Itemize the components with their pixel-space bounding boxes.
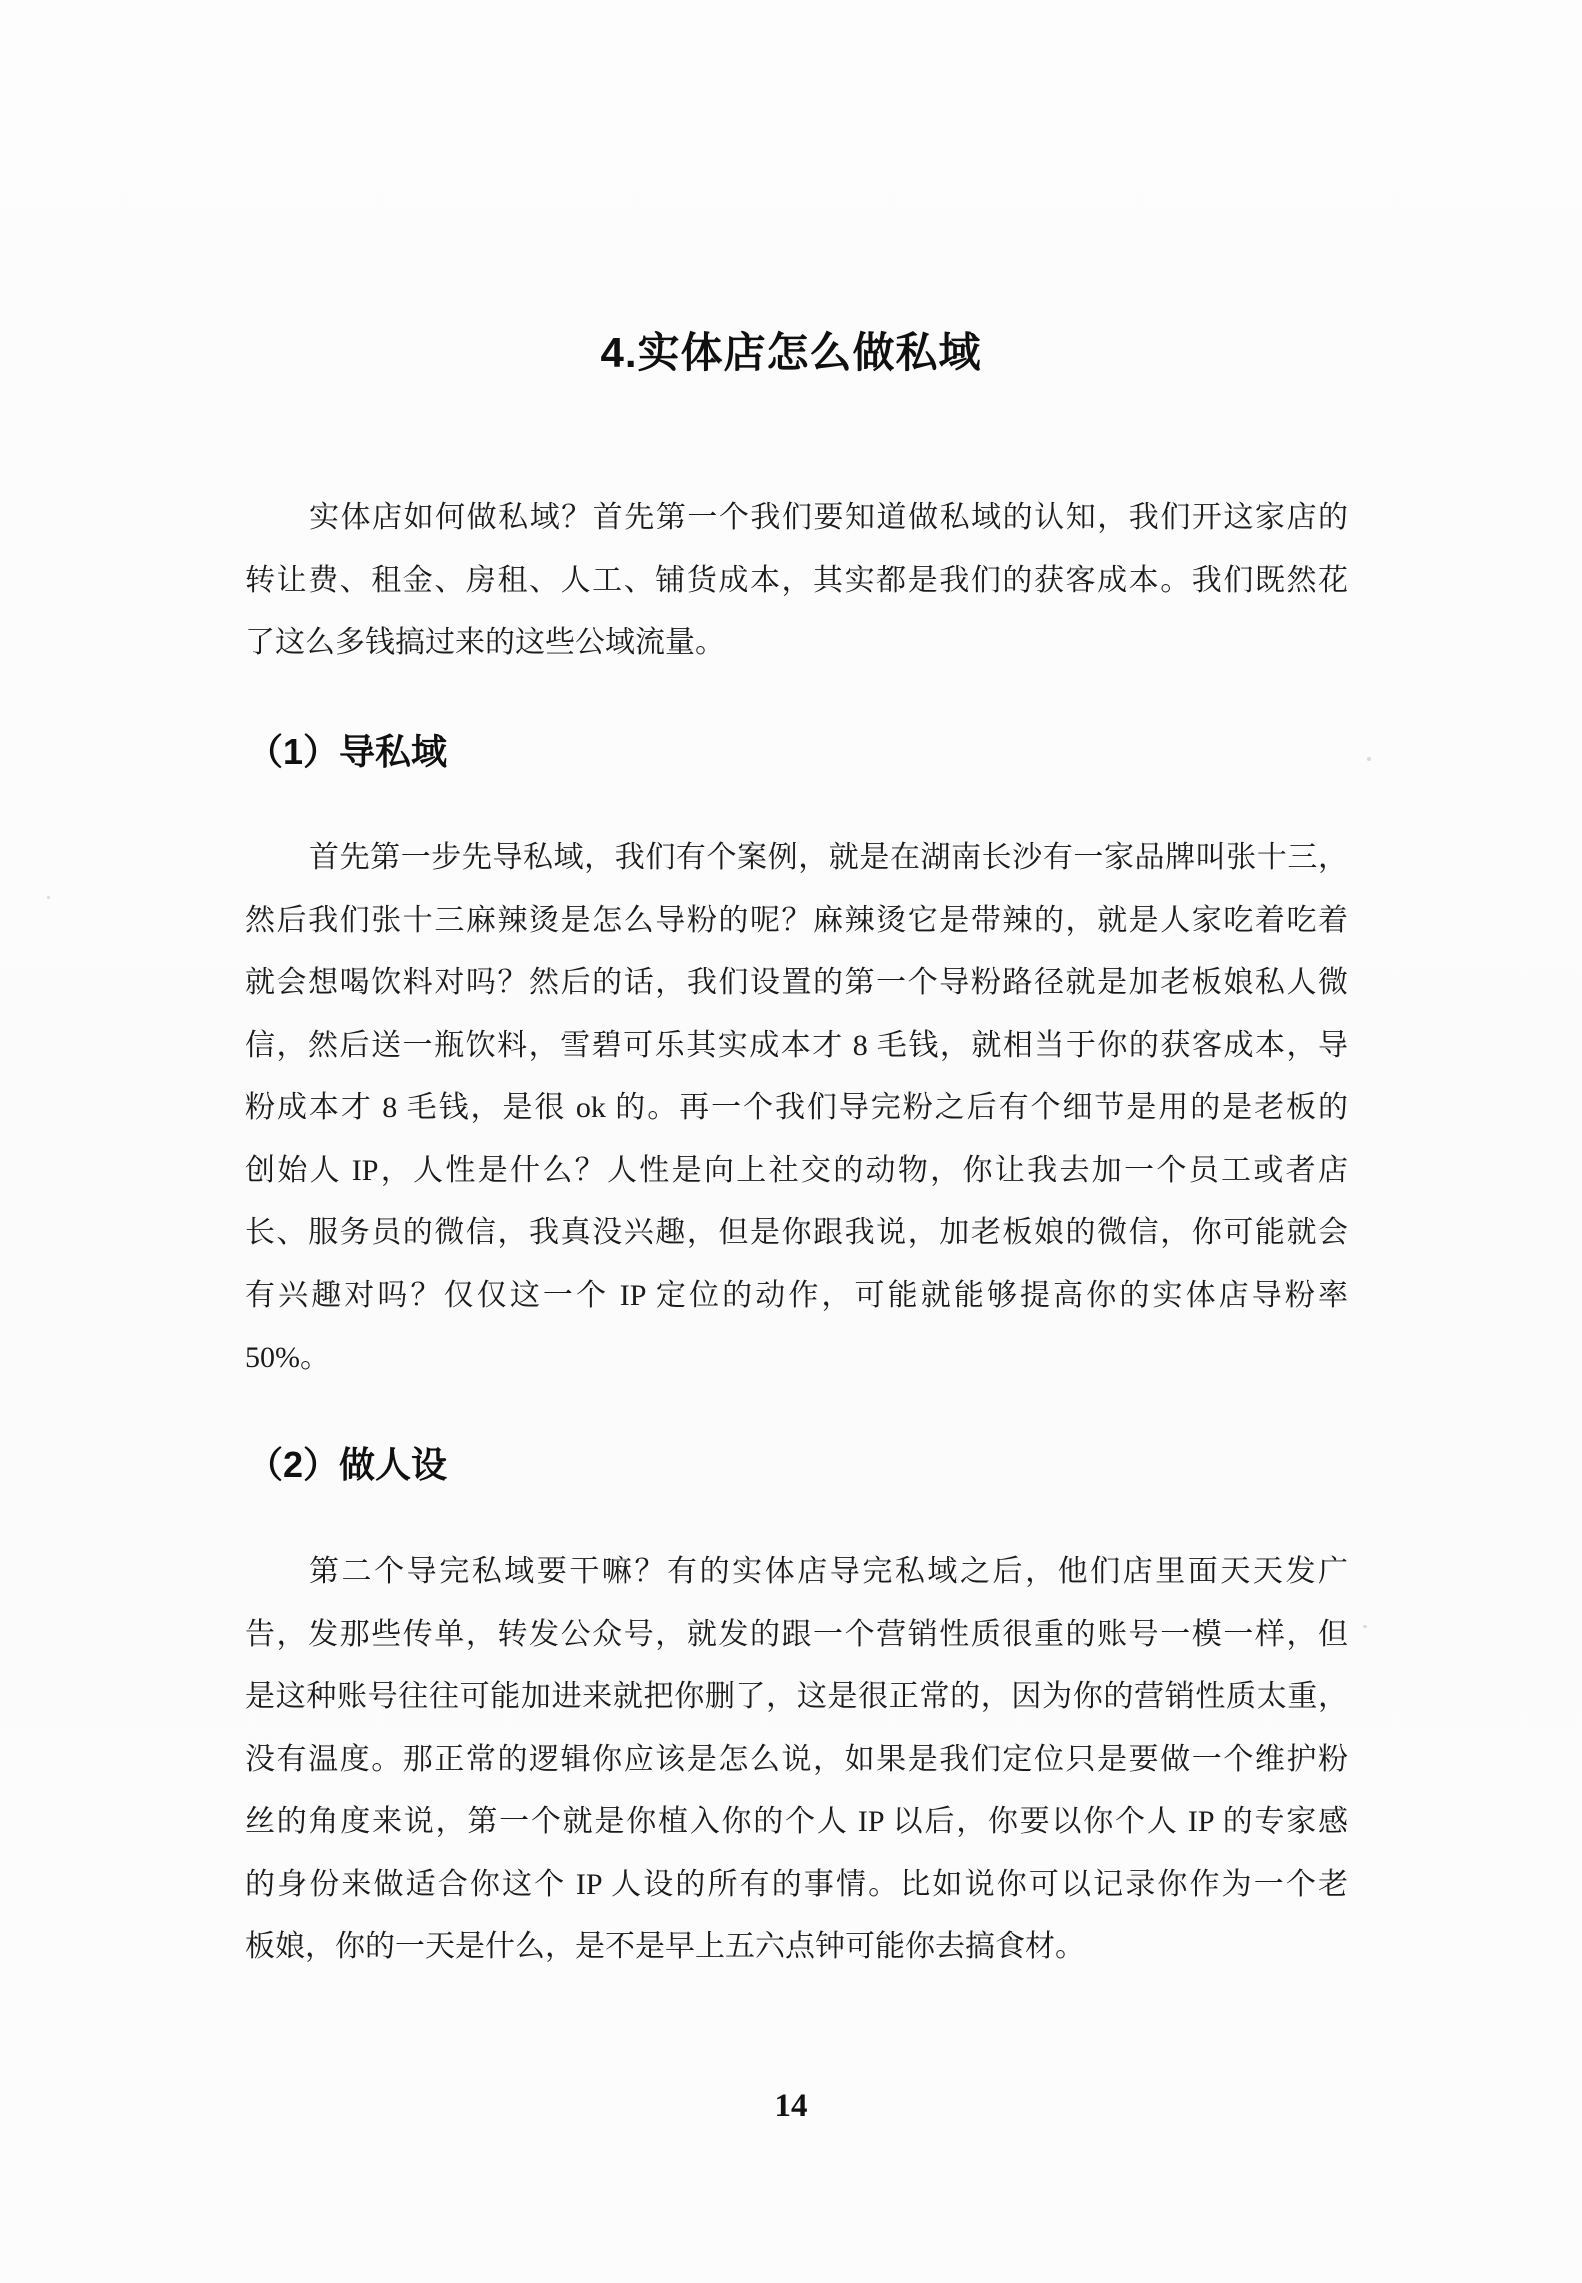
section-heading-2: （2）做人设	[247, 1444, 448, 1485]
text-line: 信，然后送一瓶饮料，雪碧可乐其实成本才 8 毛钱，就相当于你的获客成本，导	[245, 1028, 1348, 1062]
text-line: 创始人 IP，人性是什么？人性是向上社交的动物，你让我去加一个员工或者店	[245, 1153, 1348, 1187]
section-2-paragraph	[245, 1541, 1348, 1979]
text-line: 告，发那些传单，转发公众号，就发的跟一个营销性质很重的账号一模一样，但	[245, 1617, 1348, 1651]
text-line: 50%。	[245, 1341, 330, 1374]
text-line: 没有温度。那正常的逻辑你应该是怎么说，如果是我们定位只是要做一个维护粉	[245, 1742, 1348, 1776]
text-line: 丝的角度来说，第一个就是你植入你的个人 IP 以后，你要以你个人 IP 的专家感	[245, 1805, 1348, 1838]
text-line: 然后我们张十三麻辣烫是怎么导粉的呢？麻辣烫它是带辣的，就是人家吃着吃着	[245, 903, 1348, 937]
text-line: 实体店如何做私域？首先第一个我们要知道做私域的认知，我们开这家店的	[309, 501, 1348, 534]
text-line: 是这种账号往往可能加进来就把你删了，这是很正常的，因为你的营销性质太重，	[245, 1680, 1348, 1713]
text-line: 了这么多钱搞过来的这些公域流量。	[245, 626, 725, 659]
text-line: 首先第一步先导私域，我们有个案例，就是在湖南长沙有一家品牌叫张十三，	[309, 841, 1348, 874]
text-line: 板娘，你的一天是什么，是不是早上五六点钟可能你去搞食材。	[245, 1930, 1085, 1963]
scan-speck	[47, 896, 50, 899]
section-1-paragraph	[245, 827, 1348, 1390]
text-line: 长、服务员的微信，我真没兴趣，但是你跟我说，加老板娘的微信，你可能就会	[245, 1216, 1348, 1249]
text-line: 第二个导完私域要干嘛？有的实体店导完私域之后，他们店里面天天发广	[309, 1555, 1348, 1588]
text-line: 有兴趣对吗？仅仅这一个 IP 定位的动作，可能就能够提高你的实体店导粉率	[245, 1278, 1348, 1312]
text-line: 粉成本才 8 毛钱，是很 ok 的。再一个我们导完粉之后有个细节是用的是老板的	[245, 1091, 1348, 1124]
scan-speck	[1367, 757, 1371, 761]
text-line: 就会想喝饮料对吗？然后的话，我们设置的第一个导粉路径就是加老板娘私人微	[245, 966, 1348, 999]
section-heading-1: （1）导私域	[247, 731, 448, 772]
text-line: 转让费、租金、房租、人工、铺货成本，其实都是我们的获客成本。我们既然花	[245, 563, 1348, 597]
scan-speck	[1363, 1625, 1367, 1628]
page-number: 14	[774, 2088, 808, 2124]
intro-paragraph	[245, 487, 1348, 675]
document-title: 4.实体店怎么做私域	[600, 329, 982, 376]
text-line: 的身份来做适合你这个 IP 人设的所有的事情。比如说你可以记录你作为一个老	[245, 1867, 1348, 1901]
